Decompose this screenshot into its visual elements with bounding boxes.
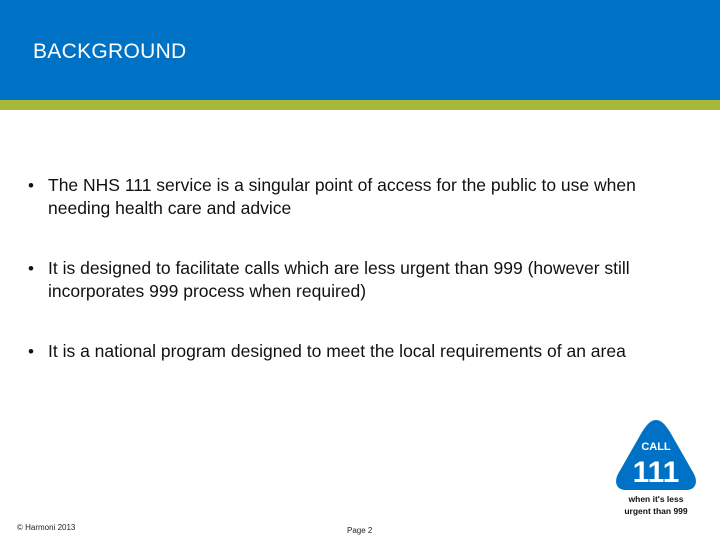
bullet-item [28, 257, 698, 303]
bullet-dot-icon: • [28, 176, 34, 195]
bullet-item [28, 174, 698, 220]
call-111-logo-graphic [612, 418, 700, 518]
bullet-text: It is a national program designed to meet the local requirements of an area [48, 341, 626, 361]
footer-page-number: Page 2 [347, 526, 373, 535]
header-accent-stripe [0, 100, 720, 110]
bullet-item [28, 340, 698, 363]
logo-tagline-line1: when it's less [628, 494, 684, 504]
logo-tagline-line2: urgent than 999 [624, 506, 688, 516]
logo-number-text: 111 [632, 456, 680, 489]
bullet-dot-icon: • [28, 342, 34, 361]
logo-call-text: CALL [641, 441, 671, 453]
bullet-text: It is designed to facilitate calls which are less urgent than 999 (however still incorporates 999 process when required) [48, 258, 630, 301]
bullet-dot-icon: • [28, 259, 34, 278]
bullet-text: The NHS 111 service is a singular point of access for the public to use when needing health care and advice [48, 175, 636, 218]
slide-title: BACKGROUND [33, 40, 187, 63]
nhs-111-logo [612, 418, 700, 518]
bullet-list [28, 174, 698, 400]
footer-copyright: © Harmoni 2013 [17, 523, 76, 532]
